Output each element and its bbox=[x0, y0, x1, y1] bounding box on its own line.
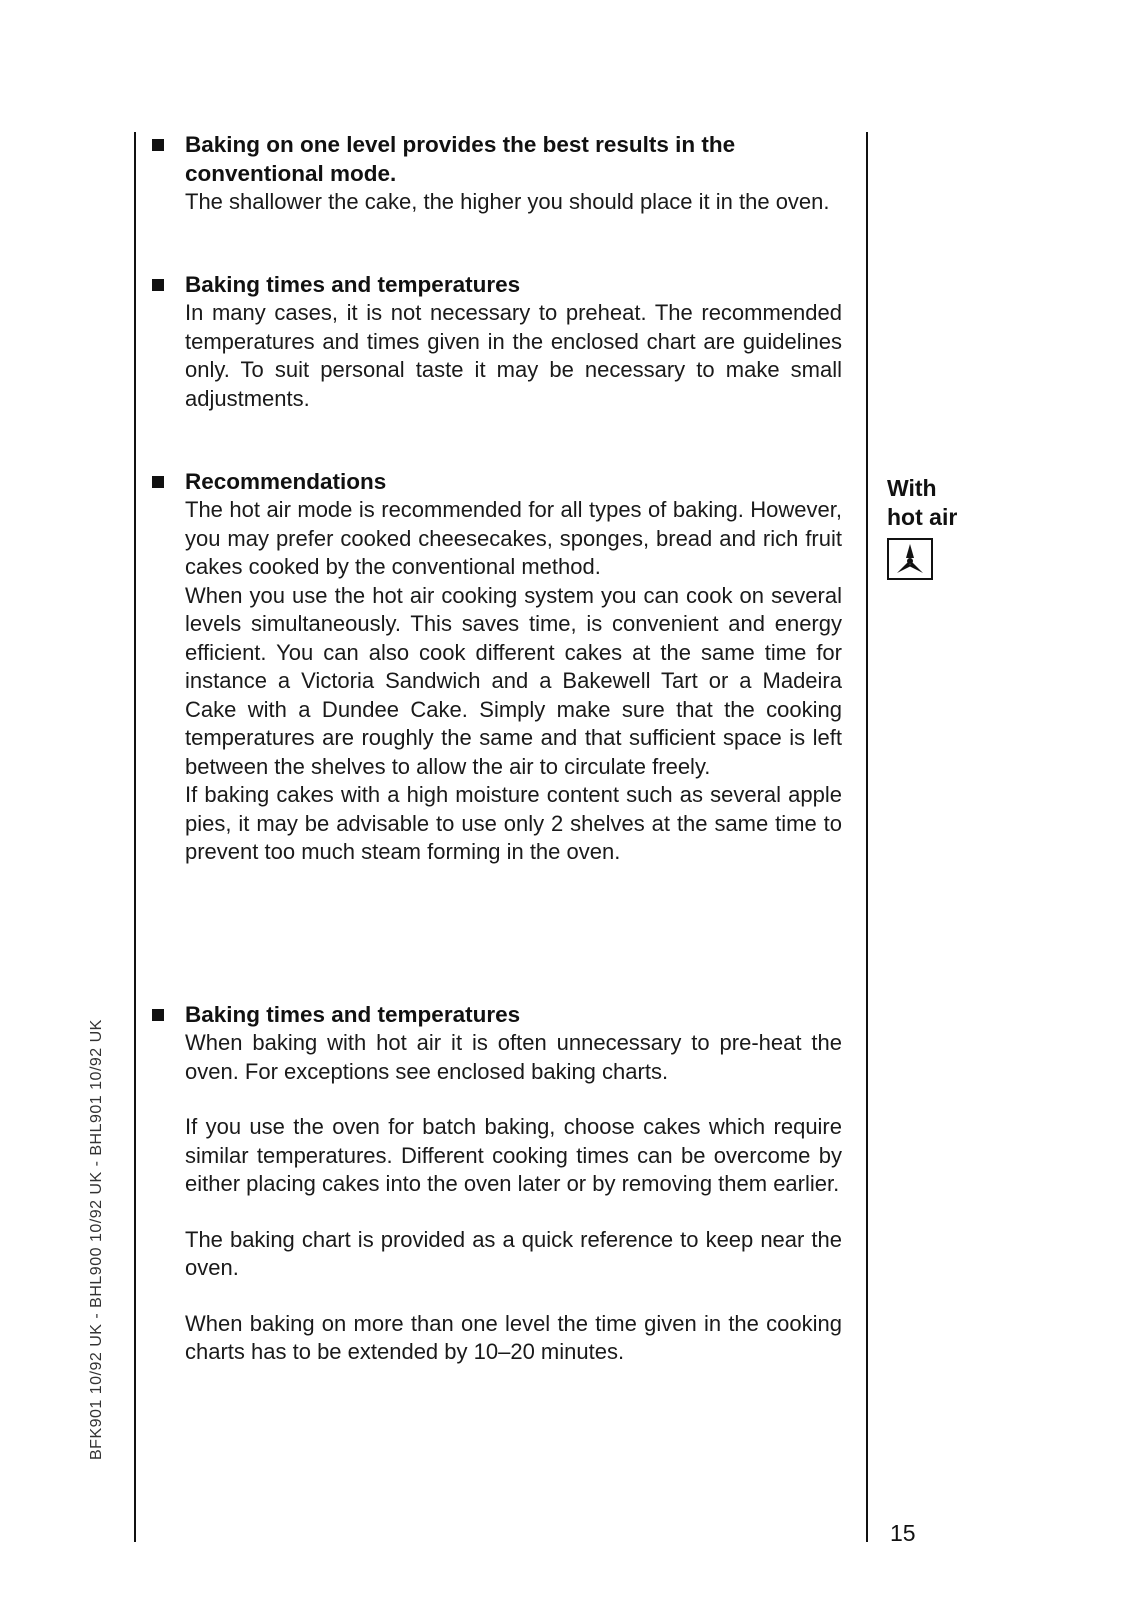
bullet-marker bbox=[152, 1009, 164, 1021]
section-recommendations bbox=[152, 467, 842, 867]
bullet-marker bbox=[152, 279, 164, 291]
section-paragraph: If you use the oven for batch baking, choose cakes which require similar temperatures. Different cooking times can be overcome by either placing cakes into the oven later or by removing them earlier. bbox=[185, 1114, 842, 1196]
section-paragraph: When baking with hot air it is often unnecessary to pre-heat the oven. For exceptions see enclosed baking charts. bbox=[185, 1030, 842, 1084]
hot-air-side-label bbox=[887, 474, 957, 532]
section-one-level bbox=[152, 130, 842, 217]
section-paragraph: The hot air mode is recommended for all types of baking. However, you may prefer cooked cheesecakes, sponges, bread and rich fruit cakes cooked by the conventional method. bbox=[185, 497, 842, 579]
section-paragraph: If baking cakes with a high moisture content such as several apple pies, it may be advisable to use only 2 shelves at the same time to prevent too much steam forming in the oven. bbox=[185, 782, 842, 864]
document-code: BFK901 10/92 UK - BHL900 10/92 UK - BHL901 10/92 UK bbox=[88, 1019, 105, 1460]
section-paragraph: The shallower the cake, the higher you should place it in the oven. bbox=[185, 189, 830, 214]
bullet-marker bbox=[152, 476, 164, 488]
hot-air-fan-icon bbox=[887, 538, 933, 580]
section-heading: Baking times and temperatures bbox=[185, 1002, 521, 1027]
section-baking-times-conventional bbox=[152, 270, 842, 413]
left-margin-rule bbox=[134, 132, 136, 1542]
side-label-line-1: With bbox=[887, 475, 937, 501]
side-label-line-2: hot air bbox=[887, 504, 958, 530]
right-margin-rule bbox=[866, 132, 868, 1542]
page-number: 15 bbox=[890, 1520, 916, 1546]
section-paragraph: When you use the hot air cooking system you can cook on several levels simultaneously. This saves time, is convenient and energy efficient. You can also cook different cakes at the same time for instance a Victoria Sandwich and a Bakewell Tart or a Madeira Cake with a Dundee Cake. Simply make sure that the cooking temperatures are roughly the same and that sufficient space is left between the shelves to allow the air to circulate freely. bbox=[185, 582, 842, 779]
section-heading: Recommendations bbox=[185, 469, 387, 494]
section-paragraph: In many cases, it is not necessary to preheat. The recommended temperatures and times given in the enclosed chart are guidelines only. To suit personal taste it may be necessary to make small adjustments. bbox=[185, 300, 842, 411]
section-heading: Baking on one level provides the best results in the conventional mode. bbox=[185, 132, 736, 186]
bullet-marker bbox=[152, 139, 164, 151]
section-paragraph: The baking chart is provided as a quick reference to keep near the oven. bbox=[185, 1226, 842, 1280]
section-baking-times-hot-air bbox=[152, 1000, 842, 1367]
section-heading: Baking times and temperatures bbox=[185, 272, 521, 297]
section-paragraph: When baking on more than one level the time given in the cooking charts has to be extended by 10–20 minutes. bbox=[185, 1310, 842, 1364]
